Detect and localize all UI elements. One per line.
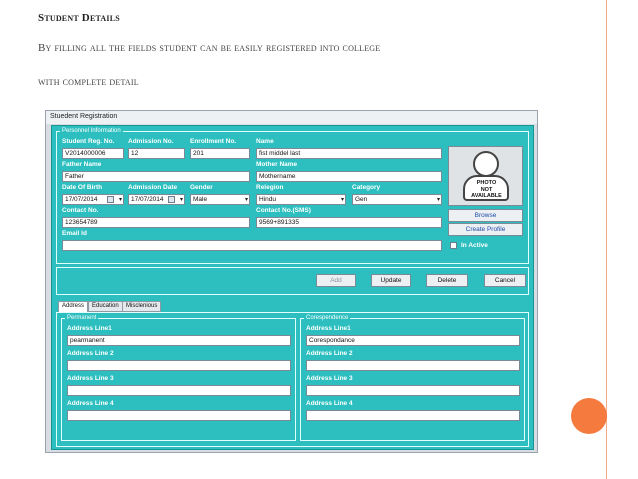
admission-date-picker[interactable] [128,194,185,205]
slide-description-line1: By filling all the fields student can be easily registered into college [38,42,381,54]
contact-sms-field[interactable]: 9569+891335 [256,217,442,228]
delete-button[interactable]: Delete [426,274,468,287]
photo-text-line3: AVAILABLE [471,193,502,199]
permanent-line2-field[interactable] [67,360,291,371]
admission-date-label: Admission Date [128,184,178,191]
photo-text-line2: NOT [480,186,493,193]
avatar-head-icon [473,151,499,177]
admission-date-value: 17/07/2014 [131,196,164,203]
in-active-checkbox[interactable] [450,242,457,249]
enrollment-no-label: Enrollment No. [190,138,237,145]
slide-divider-line [606,0,607,479]
enrollment-no-field[interactable]: 201 [190,148,250,159]
name-field[interactable]: fist middel last [256,148,442,159]
personal-information-legend: Personnel Information [62,128,121,134]
cancel-button[interactable]: Cancel [484,274,526,287]
contact-no-label: Contact No. [62,207,99,214]
chevron-down-icon[interactable]: ▾ [340,197,344,203]
address-tab-panel [56,312,529,447]
correspondence-line1-field[interactable]: Corespondance [306,335,520,346]
permanent-line1-field[interactable]: pearmanent [67,335,291,346]
admission-no-field[interactable]: 12 [128,148,185,159]
gender-value: Male [193,196,208,203]
correspondence-line4-label: Address Line 4 [306,400,353,407]
contact-sms-label: Contact No.(SMS) [256,207,311,214]
gender-select[interactable] [190,194,250,205]
browse-button[interactable]: Browse [448,209,523,222]
category-label: Category [352,184,381,191]
form-area [51,125,534,450]
update-button[interactable]: Update [371,274,411,287]
photo-not-available-text [449,180,524,200]
window-title: Stuedent Registration [46,111,537,124]
category-value: Gen [355,196,368,203]
father-name-label: Father Name [62,161,102,168]
student-reg-field[interactable]: V2014000006 [62,148,124,159]
in-active-label: In Active [461,242,488,249]
contact-no-field[interactable]: 123654789 [62,217,250,228]
chevron-down-icon[interactable]: ▾ [244,197,248,203]
email-field[interactable] [62,240,442,251]
registration-window [45,110,538,453]
mother-name-label: Mother Name [256,161,298,168]
calendar-icon[interactable] [107,196,114,203]
gender-label: Gender [190,184,213,191]
tab-education[interactable]: Education [88,301,123,312]
category-select[interactable] [352,194,442,205]
permanent-legend: Permanent [67,315,97,321]
photo-text-line1: PHOTO [476,180,497,186]
photo-placeholder [448,146,523,206]
permanent-line2-label: Address Line 2 [67,350,114,357]
admission-no-label: Admission No. [128,138,174,145]
correspondence-line3-field[interactable] [306,385,520,396]
date-of-birth-label: Date Of Birth [62,184,103,191]
date-of-birth-picker[interactable] [62,194,124,205]
email-label: Email Id [62,230,87,237]
religion-value: Hindu [259,196,276,203]
permanent-line4-field[interactable] [67,410,291,421]
correspondence-line1-label: Address Line1 [306,325,351,332]
correspondence-legend: Corespendence [306,315,349,321]
calendar-icon[interactable] [168,196,175,203]
religion-label: Relegion [256,184,284,191]
permanent-line3-field[interactable] [67,385,291,396]
add-button[interactable]: Add [316,274,356,287]
religion-select[interactable] [256,194,346,205]
permanent-line3-label: Address Line 3 [67,375,114,382]
tab-misclenious[interactable]: Misclenious [122,301,161,312]
chevron-down-icon[interactable]: ▾ [179,197,183,203]
permanent-line1-label: Address Line1 [67,325,112,332]
slide-title: Student Details [38,12,120,24]
mother-name-field[interactable]: Mothername [256,171,442,182]
name-label: Name [256,138,274,145]
correspondence-line2-field[interactable] [306,360,520,371]
tab-address[interactable]: Address [58,301,88,313]
create-profile-button[interactable]: Create Profile [448,223,523,236]
chevron-down-icon[interactable]: ▾ [436,197,440,203]
correspondence-line2-label: Address Line 2 [306,350,353,357]
father-name-field[interactable]: Father [62,171,250,182]
date-of-birth-value: 17/07/2014 [65,196,98,203]
correspondence-line3-label: Address Line 3 [306,375,353,382]
permanent-line4-label: Address Line 4 [67,400,114,407]
correspondence-line4-field[interactable] [306,410,520,421]
slide-description-line2: with complete detail [38,76,139,88]
chevron-down-icon[interactable]: ▾ [118,197,122,203]
slide-decoration-dot [571,398,607,434]
student-reg-label: Student Reg. No. [62,138,115,145]
